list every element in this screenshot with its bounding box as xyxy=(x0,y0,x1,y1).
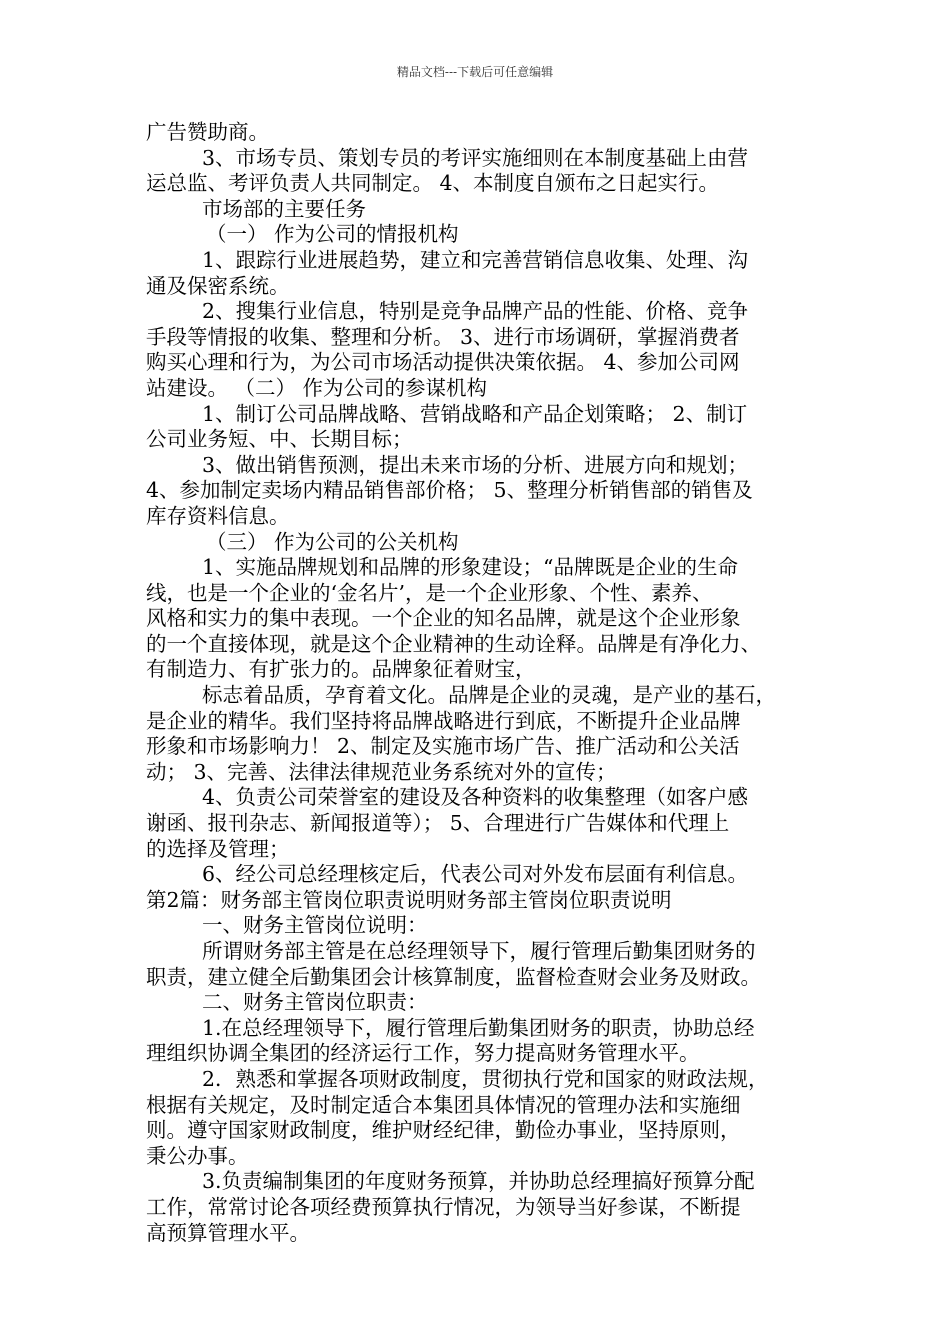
text-line: 1、制订公司品牌战略、营销战略和产品企划策略； 2、制订 xyxy=(202,401,748,426)
text-line: 3.负责编制集团的年度财务预算，并协助总经理搞好预算分配 xyxy=(202,1169,755,1194)
text-line: 4、参加制定卖场内精品销售部价格； 5、整理分析销售部的销售及 xyxy=(146,478,753,503)
text-line: 3、市场专员、策划专员的考评实施细则在本制度基础上由营 xyxy=(202,145,749,170)
text-line: 的一个直接体现，就是这个企业精神的生动诠释。品牌是有净化力、 xyxy=(146,631,761,656)
text-line: 1、实施品牌规划和品牌的形象建设；“品牌既是企业的生命 xyxy=(202,555,739,580)
text-line: 第2篇：财务部主管岗位职责说明财务部主管岗位职责说明 xyxy=(146,887,672,912)
text-line: 职责，建立健全后勤集团会计核算制度，监督检查财会业务及财政。 xyxy=(146,964,761,989)
text-line: 站建设。 （二） 作为公司的参谋机构 xyxy=(146,375,488,400)
text-line: 库存资料信息。 xyxy=(146,503,290,528)
text-line: 公司业务短、中、长期目标； xyxy=(146,427,413,452)
text-line: 理组织协调全集团的经济运行工作，努力提高财务管理水平。 xyxy=(146,1041,700,1066)
text-line: 一、财务主管岗位说明： xyxy=(202,913,428,938)
text-line: 通及保密系统。 xyxy=(146,273,290,298)
text-line: （三） 作为公司的公关机构 xyxy=(206,529,459,554)
text-line: 广告赞助商。 xyxy=(146,120,269,144)
text-line: 1、跟踪行业进展趋势，建立和完善营销信息收集、处理、沟 xyxy=(202,247,749,272)
text-line: 市场部的主要任务 xyxy=(202,196,366,221)
text-line: 工作，常常讨论各项经费预算执行情况，为领导当好参谋，不断提 xyxy=(146,1194,741,1219)
text-line: 手段等情报的收集、整理和分析。 3、进行市场调研，掌握消费者 xyxy=(146,324,740,349)
text-line: 有制造力、有扩张力的。品牌象征着财宝， xyxy=(146,657,536,682)
text-line: 所谓财务部主管是在总经理领导下，履行管理后勤集团财务的 xyxy=(202,939,756,963)
text-line: 的选择及管理； xyxy=(146,836,290,861)
text-line: 根据有关规定，及时制定适合本集团具体情况的管理办法和实施细 xyxy=(146,1092,741,1117)
text-line: 则。遵守国家财政制度，维护财经纪律，勤俭办事业，坚持原则， xyxy=(146,1118,741,1143)
text-line: 形象和市场影响力！ 2、制定及实施市场广告、推广活动和公关活 xyxy=(146,734,740,759)
text-line: 2、搜集行业信息，特别是竞争品牌产品的性能、价格、竞争 xyxy=(202,299,749,324)
text-line: （一） 作为公司的情报机构 xyxy=(206,222,459,247)
text-line: 动； 3、完善、法律法律规范业务系统对外的宣传； xyxy=(146,759,617,784)
text-line: 谢函、报刊杂志、新闻报道等）； 5、合理进行广告媒体和代理上 xyxy=(146,811,730,836)
text-line: 3、做出销售预测，提出未来市场的分析、进展方向和规划； xyxy=(202,452,749,477)
page-header: 精品文档---下载后可任意编辑 xyxy=(396,65,554,79)
text-line: 线，也是一个企业的‘金名片’，是一个企业形象、个性、素养、 xyxy=(146,580,713,605)
text-line: 4、负责公司荣誉室的建设及各种资料的收集整理（如客户感 xyxy=(202,785,749,810)
text-line: 运总监、考评负责人共同制定。 4、本制度自颁布之日起实行。 xyxy=(146,171,720,196)
text-line: 购买心理和行为，为公司市场活动提供决策依据。 4、参加公司网 xyxy=(146,350,740,375)
text-line: 6、经公司总经理核定后，代表公司对外发布层面有利信息。 xyxy=(202,862,749,887)
text-line: 2．熟悉和掌握各项财政制度，贯彻执行党和国家的财政法规， xyxy=(202,1066,769,1091)
text-line: 二、财务主管岗位职责： xyxy=(202,990,428,1015)
text-line: 秉公办事。 xyxy=(146,1143,249,1168)
text-line: 风格和实力的集中表现。一个企业的知名品牌，就是这个企业形象 xyxy=(146,606,741,631)
text-line: 高预算管理水平。 xyxy=(146,1220,310,1245)
document-body xyxy=(146,120,812,1246)
text-line: 是企业的精华。我们坚持将品牌战略进行到底，不断提升企业品牌 xyxy=(146,708,741,733)
text-line: 1.在总经理领导下，履行管理后勤集团财务的职责，协助总经 xyxy=(202,1015,755,1040)
text-line: 标志着品质，孕育着文化。品牌是企业的灵魂，是产业的基石， xyxy=(202,683,776,708)
